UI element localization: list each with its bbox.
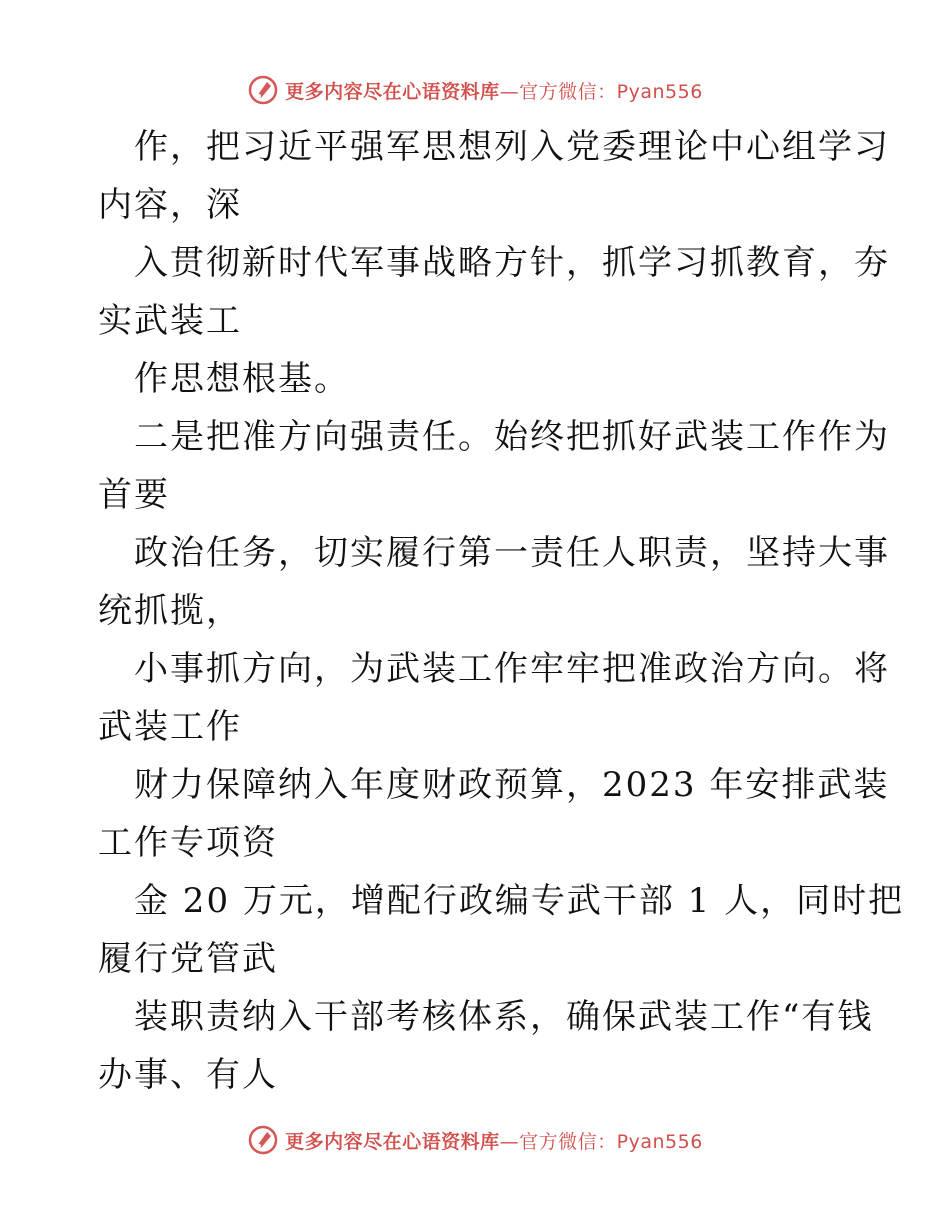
header-separator: — xyxy=(499,80,520,103)
text-line: 履行党管武 xyxy=(98,939,278,979)
text-line: 武装工作 xyxy=(98,707,242,747)
text-line: 金 20 万元，增配行政编专武干部 1 人，同时把 xyxy=(134,881,905,921)
text-line: 内容，深 xyxy=(98,185,242,225)
text-line: 实武装工 xyxy=(98,301,242,341)
text-line: 二是把准方向强责任。始终把抓好武装工作作为 xyxy=(134,417,890,457)
text-line: 作，把习近平强军思想列入党委理论中心组学习 xyxy=(134,127,890,167)
document-body xyxy=(98,118,905,1104)
text-line: 政治任务，切实履行第一责任人职责，坚持大事 xyxy=(134,533,890,573)
footer-watermark-content xyxy=(247,1124,703,1156)
text-line: 作思想根基。 xyxy=(134,359,350,399)
footer-brand: 更多内容尽在心语资料库 xyxy=(285,1130,500,1153)
header-brand: 更多内容尽在心语资料库 xyxy=(285,80,500,103)
text-line: 工作专项资 xyxy=(98,823,278,863)
text-line: 财力保障纳入年度财政预算，2023 年安排武装 xyxy=(134,765,890,805)
footer-separator: — xyxy=(499,1130,520,1153)
footer-watermark-text xyxy=(285,1127,703,1154)
header-watermark xyxy=(0,70,950,110)
footer-watermark xyxy=(0,1120,950,1160)
text-line: 入贯彻新时代军事战略方针，抓学习抓教育，夯 xyxy=(134,243,890,283)
text-line: 装职责纳入干部考核体系，确保武装工作“有钱 xyxy=(134,997,874,1037)
pen-nib-logo-icon xyxy=(247,1124,279,1156)
text-line: 统抓揽， xyxy=(98,591,242,631)
text-line: 办事、有人 xyxy=(98,1055,278,1095)
footer-contact: 官方微信：Pyan556 xyxy=(519,1130,703,1153)
pen-nib-logo-icon xyxy=(247,74,279,106)
header-watermark-content xyxy=(247,74,703,106)
text-line: 小事抓方向，为武装工作牢牢把准政治方向。将 xyxy=(134,649,890,689)
header-contact: 官方微信：Pyan556 xyxy=(519,80,703,103)
header-watermark-text xyxy=(285,77,703,104)
text-line: 首要 xyxy=(98,475,170,515)
